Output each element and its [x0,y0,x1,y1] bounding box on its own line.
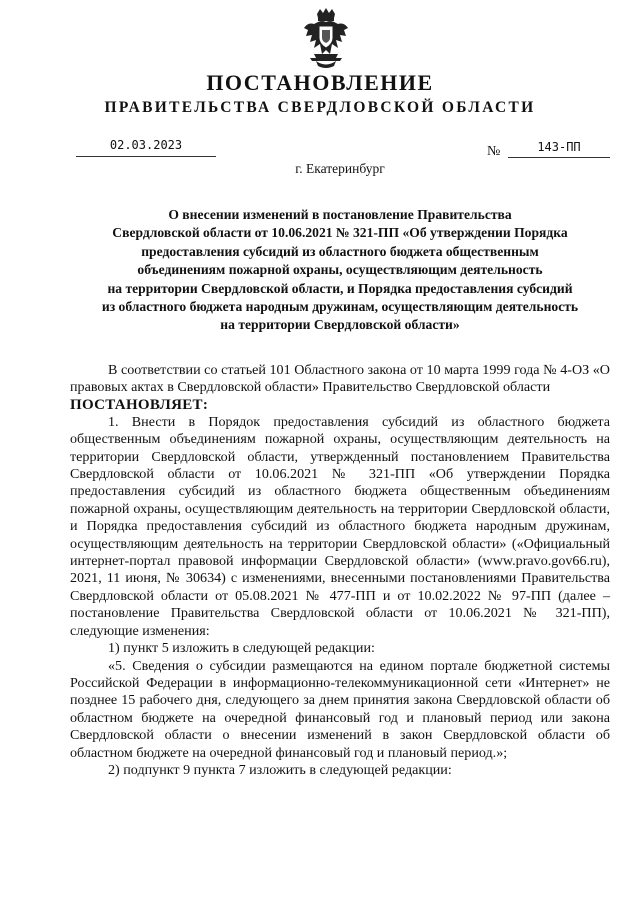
coat-of-arms-icon [300,8,352,70]
heading-line: на территории Свердловской области, и Порядка предоставления субсидий [107,280,573,296]
document-date: 02.03.2023 [76,138,216,157]
heading-line: на территории Свердловской области» [220,317,460,333]
heading-line: из областного бюджета народным дружинам, осуществляющим деятельность [101,299,579,315]
document-city: г. Екатеринбург [295,161,385,176]
number-label: № [487,144,501,159]
resolves-heading: ПОСТАНОВЛЯЕТ: [70,396,209,413]
document-issuer: ПРАВИТЕЛЬСТВА СВЕРДЛОВСКОЙ ОБЛАСТИ [104,99,536,116]
heading-line: Свердловской области от 10.06.2021 № 321-ПП «Об утверждении Порядка [112,225,568,241]
item-1-quote-paragraph: «5. Сведения о субсидии размещаются на едином портале бюджетной системы Российской Федерации в информационно-телекоммуникационной сети «Интернет» не позднее 15 рабочего дня, следующего за днем принятия закона Свердловской области об областном бюджете на очередной финансовый год и плановый период или закона Свердловской области о внесении изменений в закон Свердловской области об областном бюджете на очередной финансовый год и плановый период.»; [70,657,610,761]
document-number: 143-ПП [508,140,610,158]
document-heading [60,206,620,335]
heading-line: О внесении изменений в постановление Правительства [168,207,512,222]
heading-line: предоставления субсидий из областного бюджета общественным [141,243,539,259]
item-1-1-paragraph: 1) пункт 5 изложить в следующей редакции: [108,640,375,657]
preamble-paragraph: В соответствии со статьей 101 Областного закона от 10 марта 1999 года № 4-ОЗ «О правовых актах в Свердловской области» Правительство Свердловской области [70,362,610,396]
item-1-paragraph: 1. Внести в Порядок предоставления субсидий из областного бюджета общественным объединениям пожарной охраны, осуществляющим деятельность на территории Свердловской области, утвержденный постановлением Правительства Свердловской области от 10.06.2021 № 321-ПП «Об утверждении Порядка предоставления субсидий из областного бюджета общественным объединениям пожарной охраны, осуществляющим деятельность на территории Свердловской области, и Порядка предоставления субсидий из областного бюджета народным дружинам, осуществляющим деятельность на территории Свердловской области» («Официальный интернет-портал правовой информации Свердловской области» (www.pravo.gov66.ru), 2021, 11 июня, № 30634) с изменениями, внесенными постановлениями Правительства Свердловской области от 05.08.2021 № 477-ПП и от 10.02.2022 № 97-ПП (далее – постановление Правительства Свердловской области от 10.06.2021 № 321-ПП), следующие изменения: [70,413,610,639]
document-body [70,362,610,779]
heading-line: объединениям пожарной охраны, осуществляющим деятельность [137,262,543,278]
item-1-2-paragraph: 2) подпункт 9 пункта 7 изложить в следующей редакции: [108,761,452,778]
document-title: ПОСТАНОВЛЕНИЕ [206,70,434,95]
